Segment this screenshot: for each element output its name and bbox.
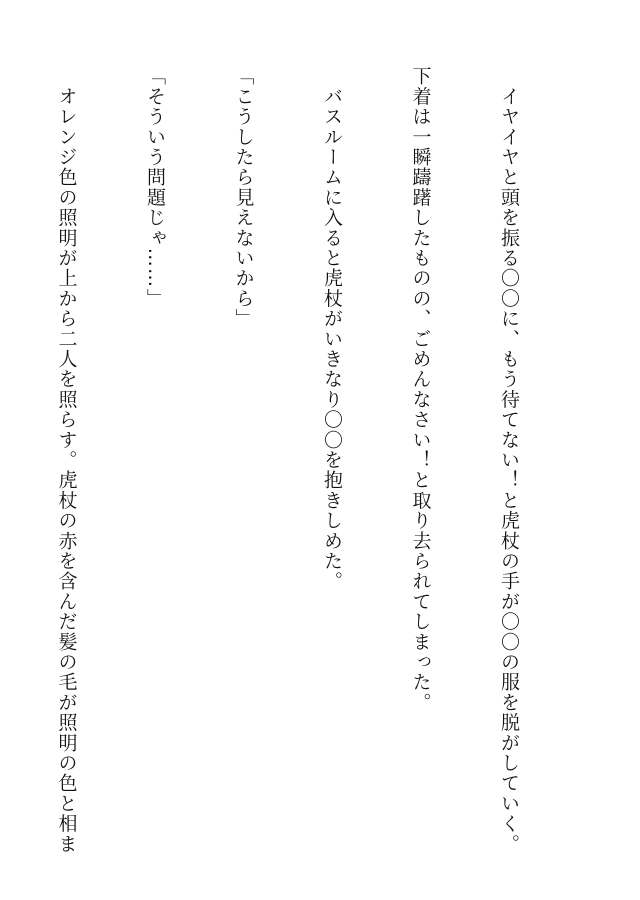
text-line: 「こうしたら見えないから」 [232,66,255,329]
text-line: 下着は一瞬躊躇したものの、ごめんなさい！と取り去られてしまった。 [409,66,432,713]
text-line: オレンジ色の照明が上から二人を照らす。虎杖の赤を含んだ髪の毛が照明の色と相ま [55,66,78,854]
text-line: イヤイヤと頭を振る〇〇に、もう待てない！と虎杖の手が〇〇の服を脱がしていく。 [498,66,520,854]
vertical-text-body [0,66,582,854]
text-line: 「そういう問題じゃ……」 [144,66,166,309]
text-line: バスルームに入ると虎杖がいきなり〇〇を抱きしめた。 [321,66,343,592]
